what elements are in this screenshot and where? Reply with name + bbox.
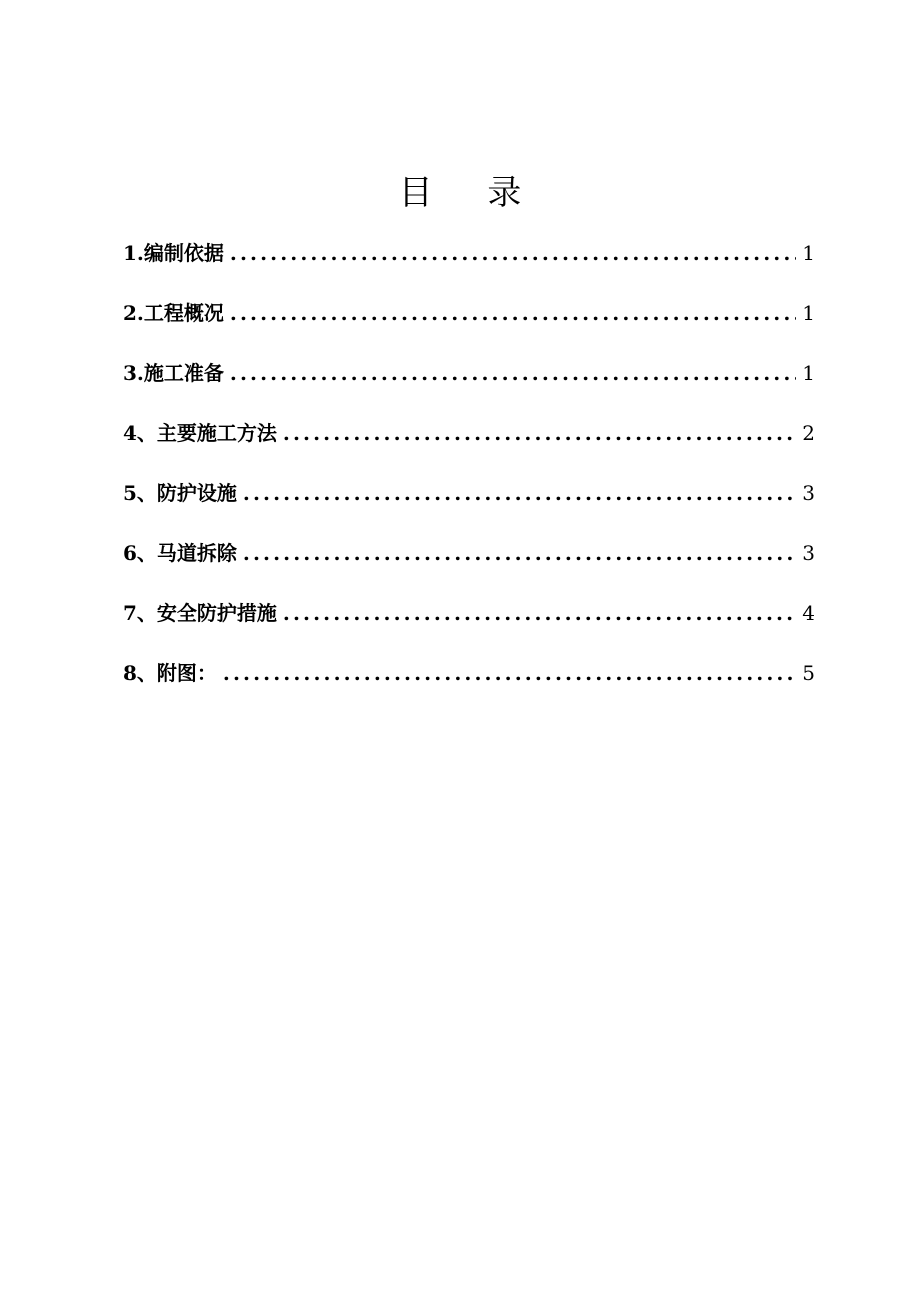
toc-entry-protection[interactable]	[123, 476, 815, 536]
toc-entry-basis[interactable]	[123, 236, 815, 296]
toc-dot-leader	[230, 236, 796, 270]
toc-dot-leader	[230, 296, 796, 330]
toc-entry-dismantling[interactable]	[123, 536, 815, 596]
toc-entry-preparation[interactable]	[123, 356, 815, 416]
toc-entry-label: 3.施工准备	[123, 361, 224, 385]
toc-dot-leader	[283, 596, 796, 630]
toc-entry-overview[interactable]	[123, 296, 815, 356]
toc-page-number: 1	[802, 361, 815, 385]
toc-page-number: 1	[802, 241, 815, 265]
toc-entry-safety[interactable]	[123, 596, 815, 656]
toc-title: 目 录	[398, 173, 544, 213]
toc-dot-leader	[243, 476, 796, 510]
toc-dot-leader	[223, 656, 796, 690]
toc-entry-methods[interactable]	[123, 416, 815, 476]
toc-dot-leader	[283, 416, 796, 450]
toc-entry-label: 2.工程概况	[123, 301, 224, 325]
toc-page-number: 5	[802, 661, 815, 685]
toc-page-number: 3	[802, 481, 815, 505]
toc-entry-label: 6、马道拆除	[123, 541, 237, 565]
toc-entry-label: 5、防护设施	[123, 481, 237, 505]
table-of-contents	[123, 236, 815, 716]
toc-entry-label: 7、安全防护措施	[123, 601, 277, 625]
toc-entry-label: 4、主要施工方法	[123, 421, 277, 445]
toc-page-number: 3	[802, 541, 815, 565]
toc-dot-leader	[230, 356, 796, 390]
toc-page-number: 2	[802, 421, 815, 445]
toc-entry-label: 8、附图：	[123, 661, 217, 685]
toc-dot-leader	[243, 536, 796, 570]
toc-page-number: 1	[802, 301, 815, 325]
toc-entry-label: 1.编制依据	[123, 241, 224, 265]
toc-page-number: 4	[802, 601, 815, 625]
toc-entry-attachments[interactable]	[123, 656, 815, 716]
